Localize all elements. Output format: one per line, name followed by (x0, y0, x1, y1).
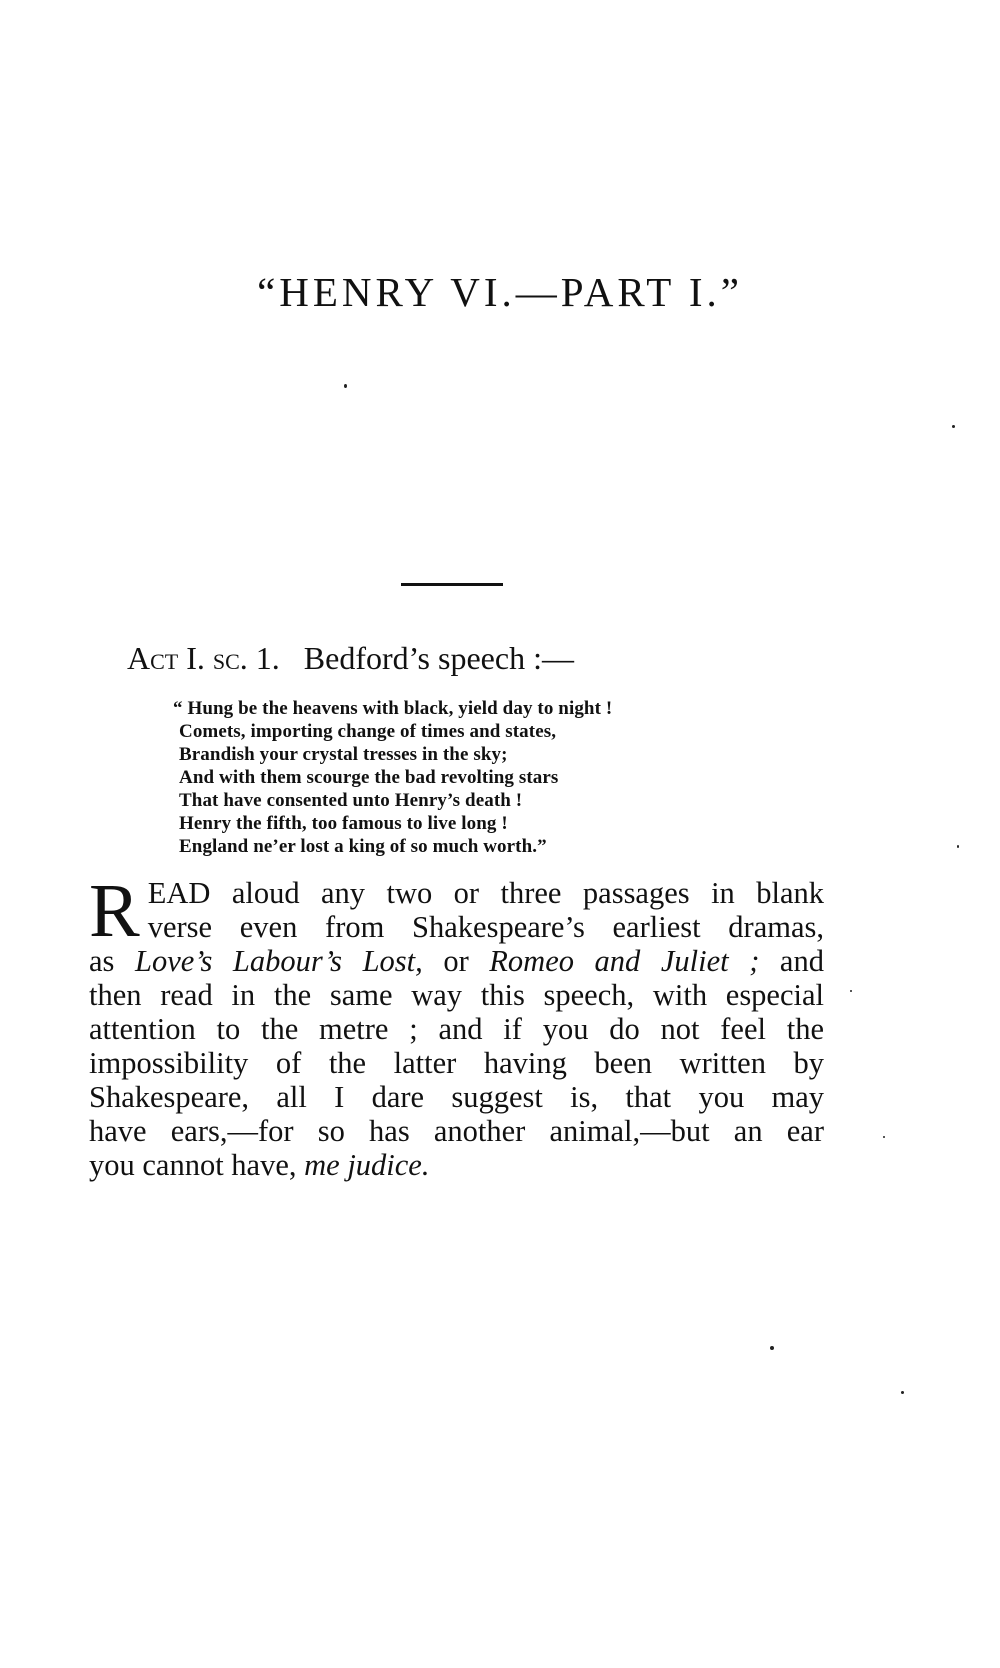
scan-speck (952, 425, 955, 428)
scan-speck (850, 990, 852, 992)
paragraph-line: then read in the same way this speech, with especial (89, 978, 824, 1012)
quoted-speech (173, 697, 613, 858)
work-title: Love’s Labour’s Lost, (134, 944, 423, 978)
work-title: Romeo and Juliet ; (489, 944, 760, 978)
paragraph-line: EAD aloud any two or three passages in blank (147, 876, 824, 910)
scan-speck (901, 1391, 904, 1394)
scan-speck (883, 1136, 885, 1138)
quote-line: Brandish your crystal tresses in the sky; (179, 744, 508, 765)
speech-label: Bedford’s speech :— (303, 640, 574, 676)
quote-line: England ne’er lost a king of so much worth.” (179, 836, 547, 857)
text-fragment: and (759, 944, 824, 978)
scan-speck (957, 845, 959, 848)
paragraph-line: attention to the metre ; and if you do not feel the (89, 1012, 824, 1046)
paragraph-line (89, 1148, 824, 1182)
text-fragment: as (89, 944, 135, 978)
quote-line: Henry the fifth, too famous to live long ! (179, 813, 508, 834)
text-fragment: or (422, 944, 490, 978)
scan-speck (344, 384, 347, 388)
paragraph-line: impossibility of the latter having been written by (89, 1046, 824, 1080)
paragraph-line: verse even from Shakespeare’s earliest dramas, (147, 910, 824, 944)
quote-line: That have consented unto Henry’s death ! (179, 790, 523, 811)
paragraph-line: Shakespeare, all I dare suggest is, that you may (89, 1080, 824, 1114)
quote-line: “ Hung be the heavens with black, yield day to night ! (173, 698, 613, 719)
text-fragment: you cannot have, (89, 1148, 305, 1182)
paragraph-line: have ears,—for so has another animal,—but an ear (89, 1114, 824, 1148)
scan-speck (770, 1346, 774, 1350)
body-paragraph (89, 869, 824, 1182)
page-title: “HENRY VI.—PART I.” (257, 269, 743, 315)
paragraph-line (89, 944, 824, 978)
latin-phrase: me judice. (304, 1148, 430, 1182)
quote-line: Comets, importing change of times and states, (179, 721, 557, 742)
act-scene-label: Act I. sc. 1. (127, 640, 280, 676)
title-rule (401, 583, 503, 586)
drop-cap: R (89, 869, 140, 953)
act-heading (127, 640, 574, 677)
quote-line: And with them scourge the bad revolting stars (179, 767, 559, 788)
